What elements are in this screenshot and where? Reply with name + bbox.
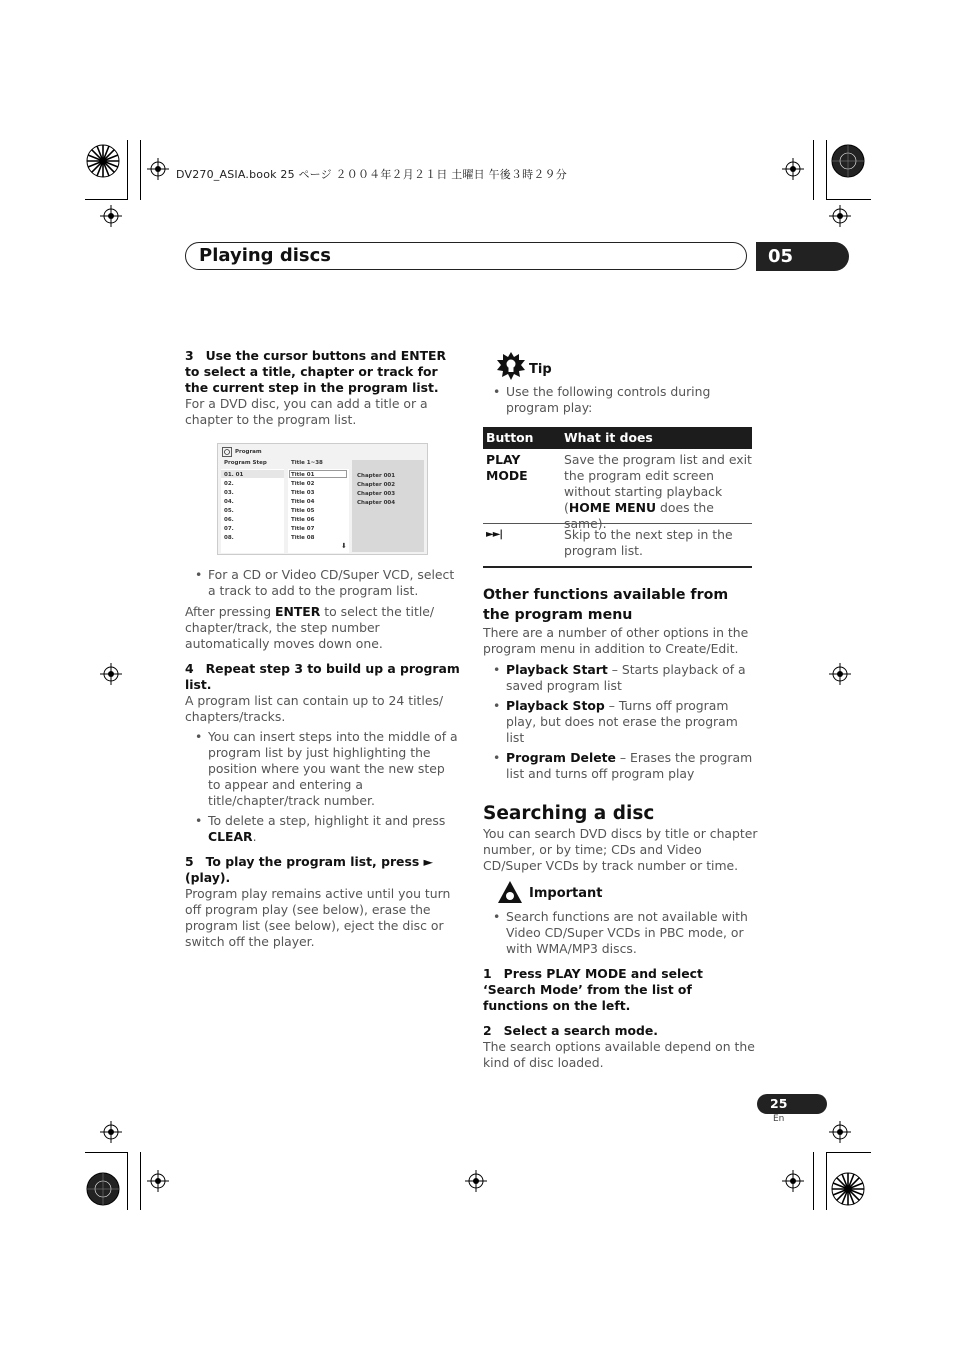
registration-wheel-icon [831,1172,865,1206]
program-step-item: 04. [224,499,234,505]
other-functions-heading: Other functions available from the program menu [483,587,729,623]
program-screen [217,443,428,555]
registration-crosshair-icon [100,663,122,685]
bullet-playback-start: • Playback Start – Starts playback of a saved program list [483,662,759,694]
tip-lightbulb-icon [497,352,525,380]
program-step-head: Program Step [224,460,267,466]
searching-heading: Searching a disc [483,803,655,824]
title-item: Title 07 [291,526,315,532]
program-step-item: 07. [224,526,234,532]
step-3: 3 Use the cursor buttons and ENTER to select a title, chapter or track for the current step in the program list. [185,348,447,395]
chapter-list [352,460,424,552]
registration-crosshair-icon [147,158,169,180]
header-button: Button [486,430,534,445]
program-step-item: 03. [224,490,234,496]
crop-mark [127,140,128,200]
table-header [483,427,752,449]
registration-crosshair-icon [782,1170,804,1192]
title-item: Title 06 [291,517,315,523]
tip-label: Tip [529,362,552,377]
title-item: Title 01 [291,472,315,478]
language-label: En [773,1114,785,1124]
registration-crosshair-icon [147,1170,169,1192]
row2-what: Skip to the next step in the program list. [564,527,733,558]
program-step-item: 08. [224,535,234,541]
row1-what: Save the program list and exit the program edit screen without starting playback (HOME MENU does the same). [564,452,752,531]
title-item: Title 02 [291,481,315,487]
crop-mark [85,1152,127,1153]
program-label: Program [235,449,262,455]
registration-crosshair-icon [782,158,804,180]
crop-mark [140,1152,141,1210]
step-2: 2 Select a search mode. [483,1023,658,1038]
registration-crosshair-icon [829,663,851,685]
crop-mark [826,1152,827,1210]
right-column [483,585,759,874]
other-functions-text: There are a number of other options in the program menu in addition to Create/Edit. [483,625,749,656]
tip-bullet: • Use the following controls during program play: [483,384,759,416]
title-range-head: Title 1~38 [291,460,323,466]
row1-button: PLAY MODE [486,452,528,483]
crop-mark [826,1152,871,1153]
program-step-item: 02. [224,481,234,487]
table-row [483,449,752,531]
important-bullet: • Search functions are not available with Video CD/Super VCDs in PBC mode, or with WMA/MP3 discs. [483,909,759,957]
page-title: Playing discs [199,245,331,266]
crop-mark [826,140,827,200]
registration-crosshair-icon [829,205,851,227]
header-what: What it does [564,430,653,445]
crop-mark [140,140,141,200]
bullet-playback-stop: • Playback Stop – Turns off program play, but does not erase the program list [483,698,759,746]
crop-mark [813,140,814,200]
table-row [483,524,752,568]
left-column [185,348,461,428]
step-2-text: The search options available depend on the kind of disc loaded. [483,1039,755,1070]
chapter-badge: 05 [756,242,849,271]
registration-wheel-icon [86,1172,120,1206]
chapter-item: Chapter 004 [357,500,396,506]
registration-crosshair-icon [100,1121,122,1143]
right-column-lower [483,909,759,1071]
program-step-item: 01. 01 [224,472,244,478]
bullet-delete: • To delete a step, highlight it and press CLEAR. [185,813,461,845]
after-enter-text: After pressing ENTER to select the title/ chapter/track, the step number automatically moves down one. [185,604,435,651]
crop-mark [127,1152,128,1210]
bullet-cd: • For a CD or Video CD/Super VCD, select a track to add to the program list. [185,567,461,599]
disc-icon [222,447,232,457]
registration-wheel-icon [86,144,120,178]
file-info: DV270_ASIA.book 25 ページ ２００４年２月２１日 土曜日 午後３時２９分 [176,168,567,181]
left-column-lower [185,567,461,950]
bullet-insert: • You can insert steps into the middle of a program list by just highlighting the position where you want the new step to appear and entering a title/chapter/track number. [185,729,461,809]
title-item: Title 04 [291,499,315,505]
registration-wheel-icon [831,144,865,178]
bullet-program-delete: • Program Delete – Erases the program list and turns off program play [483,750,759,782]
program-step-item: 05. [224,508,234,514]
page-number: 25 [757,1094,827,1114]
step-5: 5 To play the program list, press ► (play). [185,854,434,885]
skip-next-icon: ►►| [486,529,503,540]
crop-mark [85,199,127,200]
crop-mark [826,199,871,200]
registration-crosshair-icon [465,1170,487,1192]
registration-crosshair-icon [829,1121,851,1143]
step-4: 4 Repeat step 3 to build up a program list. [185,661,460,692]
searching-text: You can search DVD discs by title or chapter number, or by time; CDs and Video CD/Super VCDs by track number or time. [483,826,758,873]
title-item: Title 05 [291,508,315,514]
program-step-item: 06. [224,517,234,523]
title-list [288,469,349,553]
step-3-text: For a DVD disc, you can add a title or a chapter to the program list. [185,396,428,427]
title-item: Title 08 [291,535,315,541]
step-1: 1 Press PLAY MODE and select ‘Search Mode’ from the list of functions on the left. [483,966,703,1013]
chapter-item: Chapter 001 [357,473,396,479]
warning-icon [497,880,523,904]
title-item: Title 03 [291,490,315,496]
tip-text [483,384,759,416]
step-5-text: Program play remains active until you turn off program play (see below), erase the program list (see below), eject the disc or switch off the player. [185,886,451,949]
chapter-item: Chapter 003 [357,491,396,497]
chapter-item: Chapter 002 [357,482,396,488]
crop-mark [813,1152,814,1210]
registration-crosshair-icon [100,205,122,227]
step-list [221,469,284,553]
scroll-down-icon: ⬇ [341,542,347,550]
important-label: Important [529,886,603,901]
controls-table [483,427,752,568]
step-4-text: A program list can contain up to 24 titles/ chapters/tracks. [185,693,444,724]
